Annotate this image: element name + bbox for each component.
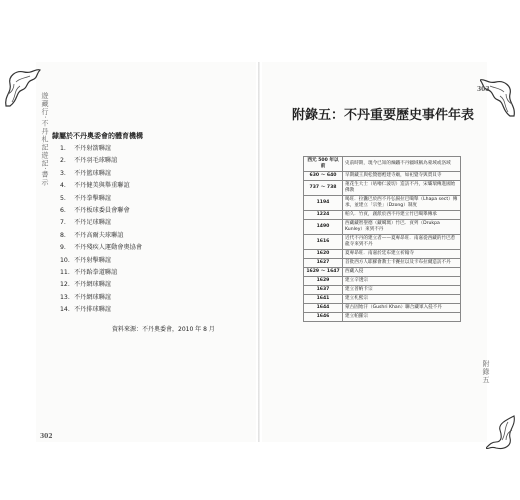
page-number-left: 302 [40, 433, 53, 440]
year-cell: 1224 [304, 211, 343, 220]
event-cell: 蒙古固始汗（Gushri Khan）聯合藏軍入侵不丹 [343, 304, 461, 313]
table-row [304, 286, 461, 295]
year-cell: 1644 [304, 304, 343, 313]
history-timeline-table [303, 156, 461, 322]
running-head-left: 遊藏行·不丹札記遊記·書示 [41, 92, 49, 187]
table-row [304, 157, 461, 172]
year-cell: 1646 [304, 313, 343, 322]
event-cell: 西藏入侵 [343, 268, 461, 277]
event-cell: 史前時期，現今已知的煉鐵不丹疆域稱為蒙域或洛域 [343, 157, 461, 172]
year-cell: 1629 [304, 277, 343, 286]
table-row [304, 211, 461, 220]
year-cell: 1641 [304, 295, 343, 304]
table-row [304, 172, 461, 181]
event-cell: 蓮花生大士（咕嚕仁波切）造訪不丹，宋壩瑞傳進國始佛教 [343, 181, 461, 196]
list-item: 12. 不丹網球聯誼 [60, 281, 112, 289]
list-item: 10. 不丹射擊聯誼 [60, 256, 112, 264]
table-row [304, 250, 461, 259]
source-note: 資料來源：不丹奧委會，2010 年 8 月 [112, 326, 215, 333]
list-item: 4. 不丹健美與舉重聯誼 [60, 182, 130, 190]
event-cell: 喝旺．拉囊巴於西不丹弘揚拉巴噶舉（Lhapa sect）傳承，並建立「宗堡」（Dzong）制度 [343, 196, 461, 211]
list-item: 1. 不丹射箭聯誼 [60, 145, 112, 152]
year-cell: 1627 [304, 259, 343, 268]
list-item: 11. 不丹跆拳道聯誼 [60, 268, 118, 276]
year-cell: 1194 [304, 196, 343, 211]
event-cell: 早期藏王與松贊德甦建寺廟，如祀覺寺與賈貝寺 [343, 172, 461, 181]
list-item: 2. 不丹羽毛球聯誼 [60, 157, 118, 165]
event-cell: 帕久．竹貢，創派於西不丹建立竹巴噶舉傳承 [343, 211, 461, 220]
year-cell: 737 ～ 738 [304, 181, 343, 196]
table-row [304, 196, 461, 211]
event-cell: 近代不丹的建立者——夏專昂旺．南嘉從西藏的竹巴惹龍寺來到不丹 [343, 235, 461, 250]
table-row [304, 181, 461, 196]
list-item: 3. 不丹籃球聯誼 [60, 169, 112, 177]
list-item: 14. 不丹排球聯誼 [60, 306, 112, 314]
year-cell: 西元 500 年以前 [304, 157, 343, 172]
event-cell: 建立帕羅宗 [343, 313, 461, 322]
event-cell: 夏專昂旺．南嘉於廷布建立祈翰寺 [343, 250, 461, 259]
event-cell: 首批西方人耶穌會教士卡賽拉以及卡布拉爾造訪不丹 [343, 259, 461, 268]
event-cell: 西藏藏智聖德（藏噶瑪）竹巴．貢列（Drukpa Kunley）來到不丹 [343, 220, 461, 235]
page-number-right: 303 [477, 86, 490, 93]
dragon-ornament-top-left-icon [2, 66, 42, 110]
year-cell: 1629 ～ 1647 [304, 268, 343, 277]
year-cell: 1490 [304, 220, 343, 235]
section-title: 隸屬於不丹奧委會的體育機構 [52, 132, 143, 140]
appendix-title: 附錄五：不丹重要歷史事件年表 [292, 108, 475, 123]
running-head-right: 附錄五 [482, 360, 490, 384]
table-row [304, 277, 461, 286]
book-gutter [258, 62, 260, 442]
list-item: 5. 不丹拳擊聯誼 [60, 194, 112, 202]
year-cell: 1637 [304, 286, 343, 295]
list-item: 9. 不丹殘疾人運動會奧協會 [60, 244, 143, 252]
table-row [304, 304, 461, 313]
year-cell: 1620 [304, 250, 343, 259]
list-item: 13. 不丹網球聯誼 [60, 293, 112, 301]
event-cell: 建立札熙宗 [343, 295, 461, 304]
dragon-ornament-bottom-right-icon [486, 412, 518, 452]
year-cell: 1616 [304, 235, 343, 250]
table-row [304, 235, 461, 250]
table-row [304, 268, 461, 277]
event-cell: 建立辛透宗 [343, 277, 461, 286]
event-cell: 建立普納卡宗 [343, 286, 461, 295]
table-row [304, 313, 461, 322]
table-row [304, 259, 461, 268]
list-item: 8. 不丹高爾夫球聯誼 [60, 231, 124, 239]
dragon-ornament-top-right-icon [480, 76, 518, 120]
table-row [304, 295, 461, 304]
year-cell: 630 ～ 640 [304, 172, 343, 181]
table-row [304, 220, 461, 235]
list-item: 6. 不丹板球委員會聯會 [60, 206, 130, 214]
list-item: 7. 不丹足球聯誼 [60, 219, 112, 227]
organization-list [60, 143, 142, 316]
